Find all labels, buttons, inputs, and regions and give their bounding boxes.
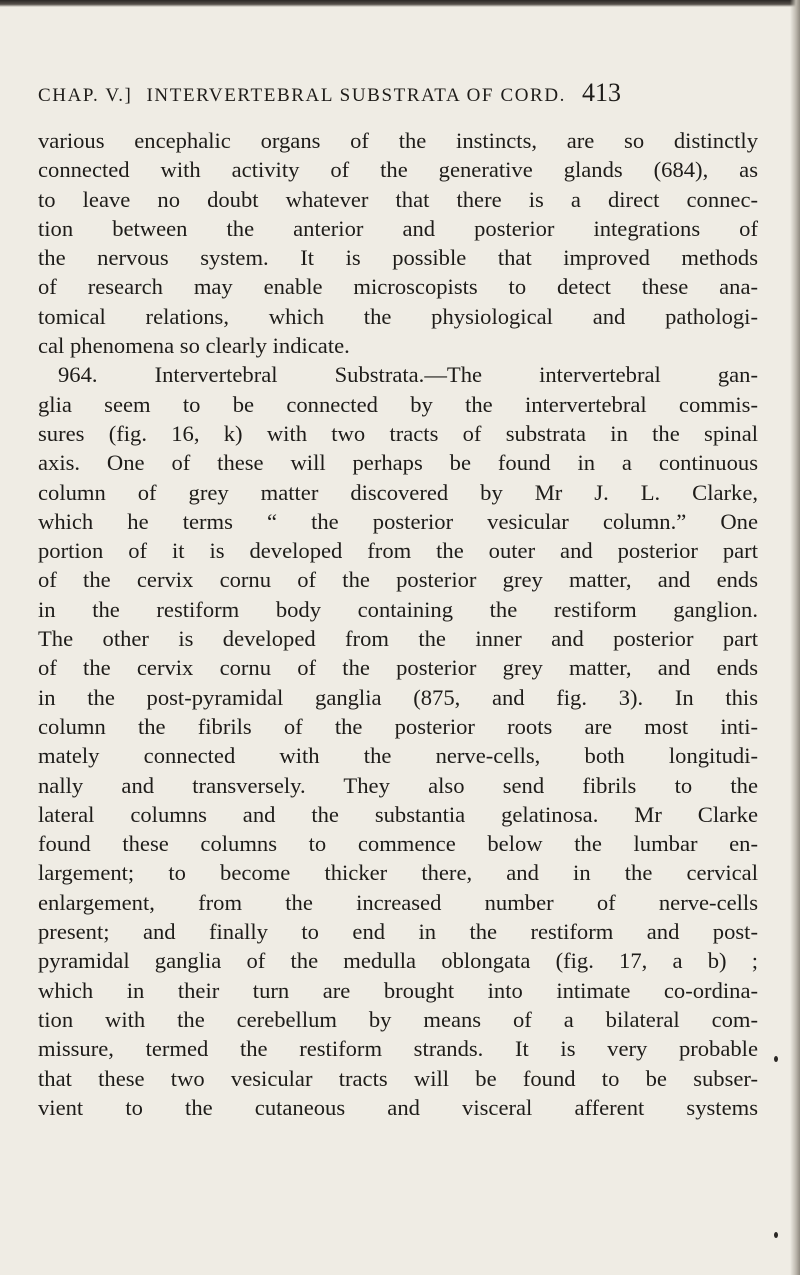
text-line: which he terms “ the posterior vesicular column.” One [38, 508, 758, 534]
text-line: in the post-pyramidal ganglia (875, and fig. 3). In this [38, 684, 758, 710]
page-right-edge [790, 0, 800, 1275]
page-top-edge [0, 0, 800, 7]
text-line: to leave no doubt whatever that there is a direct connec- [38, 186, 758, 212]
running-title: INTERVERTEBRAL SUBSTRATA OF CORD. [146, 85, 566, 106]
text-line: missure, termed the restiform strands. It is very probable [38, 1036, 758, 1062]
text-line: axis. One of these will perhaps be found in a continuous [38, 450, 758, 476]
text-line: of the cervix cornu of the posterior grey matter, and ends [38, 655, 758, 681]
text-line: pyramidal ganglia of the medulla oblongata (fig. 17, a b) ; [38, 948, 758, 974]
running-head [38, 78, 790, 116]
text-line: column the fibrils of the posterior roots are most inti- [38, 713, 758, 739]
text-line: the nervous system. It is possible that improved methods [38, 245, 758, 271]
text-line: vient to the cutaneous and visceral afferent systems [38, 1094, 758, 1120]
text-line: enlargement, from the increased number of nerve-cells [38, 889, 758, 915]
text-line: connected with activity of the generative glands (684), as [38, 157, 758, 183]
text-line: which in their turn are brought into intimate co-ordina- [38, 977, 758, 1003]
text-line: mately connected with the nerve-cells, both longitudi- [38, 743, 758, 769]
text-line: various encephalic organs of the instincts, are so distinctly [38, 128, 758, 153]
text-line: present; and finally to end in the restiform and post- [38, 919, 758, 945]
text-line: of research may enable microscopists to detect these ana- [38, 274, 758, 300]
book-page [38, 78, 790, 1122]
body-text [38, 126, 790, 1122]
text-line: sures (fig. 16, k) with two tracts of substrata in the spinal [38, 420, 758, 446]
ink-speck [774, 1232, 778, 1238]
text-line: column of grey matter discovered by Mr J. L. Clarke, [38, 479, 758, 505]
text-line: largement; to become thicker there, and in the cervical [38, 860, 758, 886]
text-line: glia seem to be connected by the intervertebral commis- [38, 391, 758, 417]
text-line: nally and transversely. They also send fibrils to the [38, 772, 758, 798]
text-line: tion between the anterior and posterior integrations of [38, 215, 758, 241]
text-line: The other is developed from the inner and posterior part [38, 626, 758, 652]
text-line: tomical relations, which the physiological and pathologi- [38, 303, 758, 329]
text-line: found these columns to commence below the lumbar en- [38, 831, 758, 857]
section-heading-line: 964. Intervertebral Substrata.—The intervertebral gan- [58, 362, 758, 388]
text-line: tion with the cerebellum by means of a bilateral com- [38, 1006, 758, 1032]
ink-speck [774, 1056, 778, 1062]
text-line: in the restiform body containing the restiform ganglion. [38, 596, 758, 622]
page-number: 413 [582, 78, 621, 107]
text-line: lateral columns and the substantia gelatinosa. Mr Clarke [38, 801, 758, 827]
text-line: that these two vesicular tracts will be found to be subser- [38, 1065, 758, 1091]
chapter-label: CHAP. V.] [38, 85, 133, 106]
text-line: of the cervix cornu of the posterior grey matter, and ends [38, 567, 758, 593]
text-line: cal phenomena so clearly indicate. [38, 333, 350, 359]
text-line: portion of it is developed from the outer and posterior part [38, 538, 758, 564]
